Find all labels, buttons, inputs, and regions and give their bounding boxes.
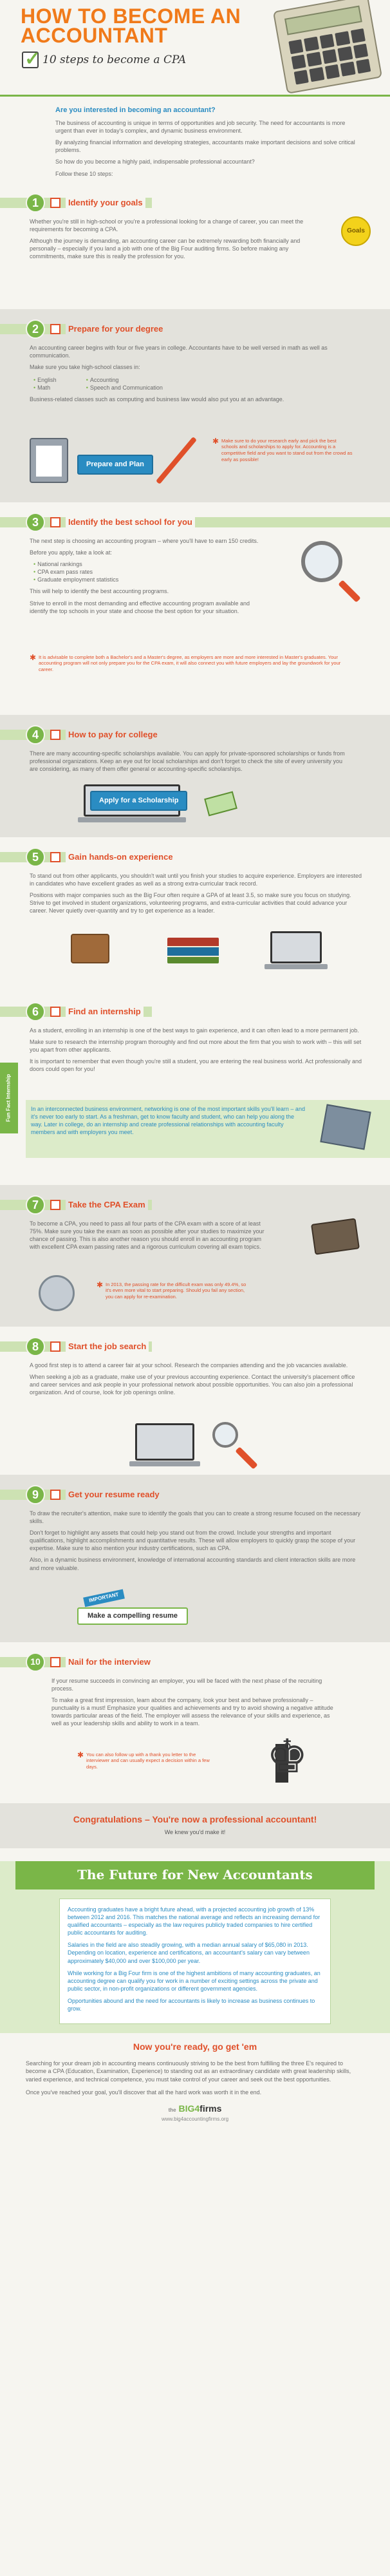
step-text: Business-related classes such as computing and business law would also put you at an advantage. <box>30 396 284 403</box>
step-text: There are many accounting-specific scholarships available. You can apply for private-sponsored scholarships or funds from professional organizations. Keep an eye out for local scholarships and don't forget to check the site of every university you are considering, as many of them offer general or accounting-specific scholarships. <box>30 750 345 772</box>
step-number: 5 <box>26 848 45 867</box>
exam-paper-icon <box>39 1275 75 1311</box>
step-number: 4 <box>26 725 45 744</box>
future-title: The Future for New Accountants <box>77 1867 313 1883</box>
tip-note: ✱ In 2013, the passing rate for the difficult exam was only 49.4%, so it's even more vital to start preparing. Should you fail any section, you can apply for re-examination. <box>97 1282 251 1300</box>
list-item: • Speech and Communication <box>86 384 163 392</box>
future-text: Opportunities abound and the need for accountants is likely to increase as business continues to grow. <box>68 1998 315 2012</box>
checkbox-icon <box>50 1657 60 1667</box>
step-text: To stand out from other applicants, you shouldn't wait until you finish your studies to acquire experience. Employers are interested in candidates who have excellent grades as well as a strong extra-curricular track record. <box>30 872 362 887</box>
step-text: Strive to enroll in the most demanding and effective accounting program available and identify the top schools in your state and choose the best option for your situation. <box>30 600 250 614</box>
checkbox-icon <box>50 852 60 862</box>
step-text: An accounting career begins with four or five years in college. Accountants have to be well versed in math as well as communication. <box>30 344 328 359</box>
step-title: Find an internship <box>66 1006 144 1018</box>
future-card <box>59 1899 331 2025</box>
checkbox-icon <box>22 52 39 68</box>
chess-king-icon <box>264 1739 300 1788</box>
step-text: To make a great first impression, learn about the company, look your best and behave professionally – punctuality is a must! Emphasize your qualities and achievements and try to avoid showing a negative attitude towards particular areas of the field. The employer will assess the relevance of your skills and experience, as well as your leadership skills and ability to work in a team. <box>51 1696 333 1727</box>
list-item: • Accounting <box>86 376 163 384</box>
step-number: 6 <box>26 1002 45 1021</box>
step-text: Don't forget to highlight any assets that could help you stand out from the crowd. Include your strengths and important qualifications, highlight accomplishments and quantitative results. These will allow employers to quickly grasp the scope of your expertise. Make sure to also mention your industry certifications, such as CPA. <box>30 1529 356 1552</box>
step-number: 7 <box>26 1195 45 1215</box>
ready-title: Now you're ready, go get 'em <box>133 2041 257 2052</box>
important-badge <box>83 1589 125 1607</box>
books-icon <box>167 938 219 963</box>
list-item: • Graduate employment statistics <box>33 576 268 583</box>
intro <box>0 97 390 185</box>
step-text: To become a CPA, you need to pass all four parts of the CPA exam with a score of at least 75%. Make sure you take the exam as soon as possible after your studies to maximize your chance of passing. This is also another reason you should enroll in an accounting program with excellent CPA exam passing rates and a rigorous curriculum covering all exam topics. <box>30 1220 265 1251</box>
future-text: While working for a Big Four firm is one of the highest ambitions of many accounting graduates, an accounting degree can qualify you for work in a number of exciting settings across the private and public sector, in non-profit organizations or different government agencies. <box>68 1969 320 1992</box>
step-number: 1 <box>26 193 45 213</box>
subtitle-text: 10 steps to become a CPA <box>42 53 187 66</box>
lightbulb-icon <box>341 216 371 246</box>
tip-note: ✱ Make sure to do your research early and pick the best schools and scholarships to apply for. Accounting is a competitive field and you want to stand out from the crowd as early as possible! <box>212 438 354 463</box>
step-text: As a student, enrolling in an internship is one of the best ways to gain experience, and it can often lead to a more permanent job. <box>30 1027 359 1034</box>
step-title: Identify your goals <box>66 197 145 209</box>
step-number: 10 <box>26 1653 45 1672</box>
pen-icon <box>156 437 197 484</box>
tip-note: ✱ You can also follow up with a thank you letter to the interviewer and can usually expect a decision within a few days. <box>77 1752 219 1770</box>
laptop-icon <box>135 1423 194 1461</box>
future-text: Accounting graduates have a bright future ahead, with a projected accounting job growth of 13% between 2012 and 2016. This matches the national average and reflects an increasing demand for qualified accountants – especially as the law requires publicly traded companies to hire certified public accountants for auditing. <box>68 1906 320 1937</box>
apply-for-scholarship-button[interactable]: Apply for a Scholarship <box>90 791 187 811</box>
checkbox-icon <box>50 198 60 208</box>
list-item: • English <box>33 376 57 384</box>
step-text: Also, in a dynamic business environment, knowledge of international accounting standards and client interaction skills are more and more valuable. <box>30 1557 356 1571</box>
closing-paragraph: Once you've reached your goal, you'll discover that all the hard work was worth it in the end. <box>26 2088 262 2096</box>
step-text: Whether you're still in high-school or you're a professional looking for a change of career, you can meet the requirements for becoming a CPA. <box>30 218 304 232</box>
checkbox-icon <box>50 324 60 334</box>
logo-big: BIG4 <box>178 2103 200 2114</box>
laptop-icon <box>270 931 322 963</box>
step-title: Identify the best school for you <box>66 516 195 528</box>
future-ribbon <box>15 1861 375 1889</box>
wallet-icon <box>311 1218 360 1255</box>
step-number: 3 <box>26 513 45 532</box>
step-text: To draw the recruiter's attention, make sure to identify the goals that you can to create a strong resume focused on the necessary skills. <box>30 1510 360 1524</box>
checkbox-icon <box>50 517 60 527</box>
calculator-icon <box>273 0 382 94</box>
step-number: 2 <box>26 319 45 339</box>
step-title: How to pay for college <box>66 729 160 741</box>
step-text: The next step is choosing an accounting program – where you'll have to earn 150 credits. <box>30 537 259 544</box>
intro-lead: Are you interested in becoming an accountant? <box>55 106 216 114</box>
step-9 <box>0 1475 390 1642</box>
step-7 <box>0 1185 390 1327</box>
step-5 <box>0 837 390 992</box>
subtitle <box>22 52 186 68</box>
step-title: Gain hands-on experience <box>66 851 176 863</box>
checkbox-icon <box>50 730 60 740</box>
step-number: 8 <box>26 1337 45 1356</box>
magnifier-icon <box>212 1422 238 1448</box>
site-link[interactable]: www.big4accountingfirms.org <box>161 2116 229 2122</box>
badge-text: IMPORTANT <box>88 1591 120 1604</box>
briefcase-icon <box>71 934 109 963</box>
step-text: Make sure to research the internship program thoroughly and find out more about the firm that you wish to work with – this will set you apart from other applicants. <box>30 1038 362 1053</box>
closing-paragraph: Searching for your dream job in accounting means continuously striving to be the best from fulfilling the three E's required to become a CPA (Education, Examination, Experience) to standing out as an extraordinary candidate with great leadership skills, varied experience, and technical competence, you must take control of your career and seek out the best opportunities. <box>26 2060 351 2083</box>
congrats-title: Congratulations – You're now a professional accountant! <box>73 1814 317 1824</box>
list-item: • National rankings <box>33 560 268 568</box>
header <box>0 0 390 97</box>
clipboard-icon <box>30 438 68 483</box>
intro-p4: Follow these 10 steps: <box>55 170 113 177</box>
checkbox-icon <box>50 1200 60 1210</box>
step-4 <box>0 715 390 837</box>
page-title: HOW TO BECOME AN ACCOUNTANT <box>21 5 241 47</box>
step-title: Start the job search <box>66 1341 149 1352</box>
step-number: 9 <box>26 1485 45 1504</box>
step-text: This will help to identify the best accounting programs. <box>30 588 169 595</box>
logo-prefix: the <box>168 2107 176 2113</box>
step-text: Positions with major companies such as the Big Four often require a GPA of at least 3.5, so make sure you focus on studying. Strive to get involved in student organizations, volunteering programs, and extra-curricular activities that could advance your career. Never quietly over-quantity and try to get experience as a leader. <box>30 891 351 914</box>
fun-fact-tab: Fun Fact Internship <box>0 1063 18 1133</box>
buildings-icon <box>320 1104 371 1150</box>
closing-text <box>0 2053 390 2134</box>
prepare-and-plan-button[interactable]: Prepare and Plan <box>77 455 153 475</box>
congrats-subtitle: We knew you'd make it! <box>164 1828 226 1835</box>
step-text: When seeking a job as a graduate, make use of your previous accounting experience. Contact the university's placement office and career services and ask people in your professional network about possible opportunities. You can also join a professional organization. And of course, look for job openings online. <box>30 1373 355 1396</box>
tip-note: ✱ It is advisable to complete both a Bachelor's and a Master's degree, as employers are more and more interested in Master's graduates. Your accounting program will not only prepare you for the CPA exam, it will also connect you with future employers and lay the groundwork for your career. <box>30 654 351 673</box>
list-item: • CPA exam pass rates <box>33 568 268 576</box>
step-8 <box>0 1327 390 1475</box>
step-text: Although the journey is demanding, an accounting career can be extremely rewarding both financially and personally – especially if you land a job with one of the Big Four auditing firms. So before making any commitments, make sure this is really the profession for you. <box>30 237 301 260</box>
step-text: Make sure you take high-school classes in: <box>30 363 140 370</box>
step-title: Take the CPA Exam <box>66 1199 148 1211</box>
highlight-text: In an interconnected business environment, networking is one of the most important skills you'll learn – and it's never too early to start. As a freshman, get to know faculty and student, who can help you along the way. Later in college, do an internship and create professional relationships with accounting faculty members and with employers you meet. <box>31 1105 305 1136</box>
big4-logo[interactable] <box>26 2103 364 2115</box>
logo-suffix: firms <box>200 2103 222 2114</box>
step-text: Before you apply, take a look at: <box>30 549 112 556</box>
step-3 <box>0 502 390 715</box>
checkbox-icon <box>50 1490 60 1500</box>
step-text: If your resume succeeds in convincing an employer, you will be faced with the next phase of the recruiting process. <box>51 1677 322 1692</box>
step-1 <box>0 193 390 309</box>
step-2 <box>0 309 390 502</box>
step-10 <box>0 1642 390 1803</box>
future-text: Salaries in the field are also steadily growing, with a median annual salary of $65,080 in 2013. Depending on location, experience and certifications, an accountant's salary can vary between approximately $40,000 and over $100,000 per year. <box>68 1942 310 1964</box>
intro-p1: The business of accounting is unique in terms of opportunities and job security. The need for accountants is more urgent than ever in today's complex, and dynamic business environment. <box>55 119 346 134</box>
checkbox-icon <box>50 1007 60 1017</box>
intro-p3: So how do you become a highly paid, indispensable professional accountant? <box>55 158 255 166</box>
future-section <box>0 1861 390 2034</box>
step-text: It is important to remember that even though you're still a student, you are entering the real business world. Act professionally and doors could open for you! <box>30 1058 362 1073</box>
step-title: Nail for the interview <box>66 1656 153 1668</box>
magnifier-icon <box>301 541 342 582</box>
lightbulb-label: Goals <box>347 227 365 234</box>
step-title: Prepare for your degree <box>66 323 165 335</box>
step-6 <box>0 992 390 1185</box>
intro-p2: By analyzing financial information and developing strategies, accountants make important decisions and solve critical problems. <box>55 139 355 154</box>
money-icon <box>204 791 237 816</box>
step-title: Get your resume ready <box>66 1489 162 1501</box>
checkbox-icon <box>50 1341 60 1352</box>
make-compelling-resume-button[interactable]: Make a compelling resume <box>88 1611 178 1620</box>
step-text: A good first step is to attend a career fair at your school. Research the companies attending and the job vacancies available. <box>30 1361 348 1368</box>
congratulations <box>0 1803 390 1848</box>
list-item: • Math <box>33 384 57 392</box>
